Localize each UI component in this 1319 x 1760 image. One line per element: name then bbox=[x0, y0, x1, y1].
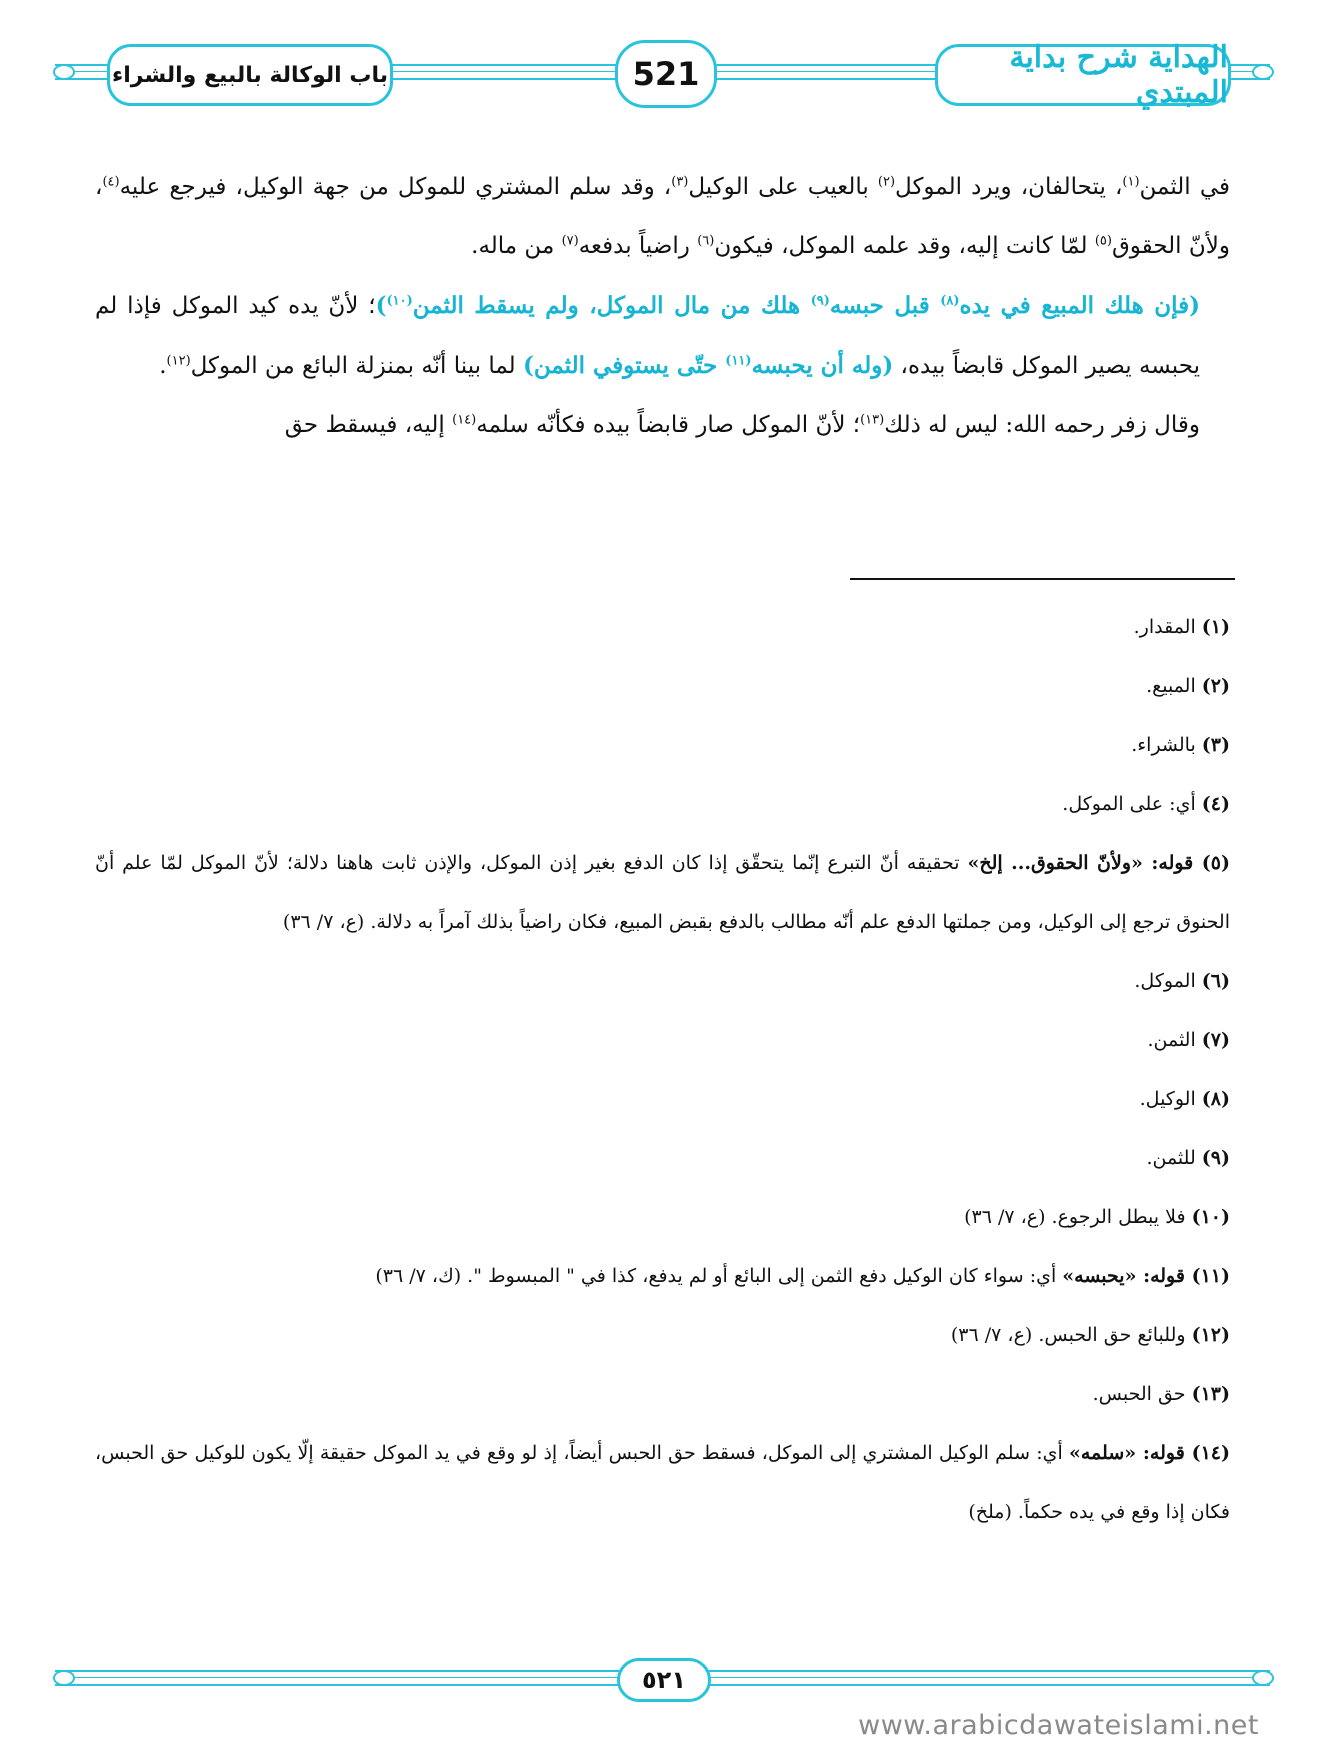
footnote-text: المقدار. bbox=[1133, 616, 1202, 638]
footnote-number: (١٣) bbox=[1191, 1383, 1230, 1405]
ornament-right-icon bbox=[1252, 64, 1274, 80]
matn-text: (وله أن يحبسه bbox=[751, 352, 894, 379]
footnote-text: المبيع. bbox=[1146, 675, 1202, 697]
footnote-text: تحقيقه أنّ التبرع إنّما يتحقّق إذا كان الدفع بغير إذن الموكل، والإذن ثابت هاهنا دلالة؛ لأنّ الموكل لمّا علم أنّ الحنوق ترجع إلى الوكيل، ومن جملتها الدفع علم أنّه مطالب بالدفع بقبض المبيع، فكان راضياً بذلك آمراً به دلالة. (ع، ٧/ ٣٦) bbox=[95, 852, 1230, 933]
matn-text: قبل حبسه bbox=[829, 292, 941, 319]
footnote-text: أي: سواء كان الوكيل دفع الثمن إلى البائع أو لم يدفع، كذا في " المبسوط ". (ك، ٧/ ٣٦) bbox=[375, 1265, 1063, 1287]
footnote-6 bbox=[95, 952, 1230, 1011]
matn-text: (فإن هلك المبيع في يده bbox=[959, 292, 1200, 319]
footnote-5 bbox=[95, 834, 1230, 952]
footnote-8 bbox=[95, 1070, 1230, 1129]
footnote-text: الوكيل. bbox=[1139, 1088, 1202, 1110]
footnote-9 bbox=[95, 1129, 1230, 1188]
book-title: الهداية شرح بداية المبتدي bbox=[1009, 40, 1228, 110]
footnote-ref: (٨) bbox=[940, 293, 960, 309]
page-header bbox=[55, 40, 1270, 120]
footnote-text: وللبائع حق الحبس. (ع، ٧/ ٣٦) bbox=[950, 1324, 1192, 1346]
footnote-ref: (٢) bbox=[877, 174, 896, 190]
footnote-number: (١٠) bbox=[1191, 1206, 1230, 1228]
footnote-14 bbox=[95, 1424, 1230, 1542]
footnote-3 bbox=[95, 716, 1230, 775]
footnote-lead: قوله: «ولأنّ الحقوق... إلخ» bbox=[967, 852, 1202, 874]
footnote-text: فلا يبطل الرجوع. (ع، ٧/ ٣٦) bbox=[964, 1206, 1192, 1228]
page-number-box bbox=[615, 40, 717, 108]
footnote-number: (٧) bbox=[1201, 1029, 1230, 1051]
footnote-ref: (١٤) bbox=[452, 412, 477, 428]
footer-page-number-box bbox=[617, 1658, 711, 1702]
text-run: ؛ لأنّ يده كيد الموكل فإذا لم يحبسه يصير الموكل قابضاً بيده، bbox=[95, 293, 1200, 379]
footnotes bbox=[95, 598, 1230, 1542]
text-run: بالعيب على الوكيل bbox=[688, 174, 878, 200]
text-run: ، وقد سلم المشتري للموكل من جهة الوكيل، فيرجع عليه bbox=[119, 174, 672, 200]
footnote-13 bbox=[95, 1365, 1230, 1424]
book-title-box bbox=[935, 40, 1231, 110]
footnote-ref: (٣) bbox=[671, 174, 689, 190]
footer-page-number: ٥٢١ bbox=[642, 1666, 686, 1694]
footnote-text: الثمن. bbox=[1147, 1029, 1202, 1051]
matn-text: حتّى يستوفي الثمن) bbox=[522, 352, 726, 379]
text-run: ، ولأنّ الحقوق bbox=[95, 174, 1230, 259]
footnote-number: (١١) bbox=[1191, 1265, 1230, 1287]
page-number: 521 bbox=[632, 55, 700, 93]
matn-text: هلك من مال الموكل، ولم يسقط الثمن bbox=[412, 292, 811, 319]
footnote-10 bbox=[95, 1188, 1230, 1247]
text-run: لمّا كانت إليه، وقد علمه الموكل، فيكون bbox=[714, 233, 1095, 259]
footnote-number: (١٤) bbox=[1191, 1442, 1231, 1464]
footnote-ref: (١٠) bbox=[386, 293, 413, 309]
main-paragraph-2 bbox=[95, 276, 1230, 396]
footnote-7 bbox=[95, 1011, 1230, 1070]
text-run: ، يتحالفان، ويرد الموكل bbox=[895, 174, 1123, 200]
footnote-11 bbox=[95, 1247, 1230, 1306]
footnote-12 bbox=[95, 1306, 1230, 1365]
footnote-number: (٢) bbox=[1201, 675, 1230, 697]
main-text bbox=[95, 158, 1230, 455]
footnote-number: (٨) bbox=[1201, 1088, 1230, 1110]
footnote-lead: قوله: «يحبسه» bbox=[1062, 1265, 1192, 1287]
footnote-text: حق الحبس. bbox=[1092, 1383, 1192, 1405]
footnote-ref: (٧) bbox=[561, 233, 579, 249]
page-footer bbox=[55, 1650, 1270, 1700]
footnote-ref: (٥) bbox=[1094, 233, 1112, 249]
footnote-1 bbox=[95, 598, 1230, 657]
text-run: . bbox=[159, 353, 167, 379]
footnote-number: (٤) bbox=[1201, 793, 1230, 815]
footnote-text: أي: سلم الوكيل المشتري إلى الموكل، فسقط حق الحبس أيضاً، إذ لو وقع في يد الموكل حقيقة إلّا يكون للوكيل حق الحبس، فكان إذا وقع في يده حكماً. (ملخ) bbox=[95, 1442, 1230, 1523]
matn-text: ) bbox=[375, 292, 387, 319]
ornament-right-icon bbox=[1252, 1670, 1274, 1686]
footnote-number: (٣) bbox=[1201, 734, 1230, 756]
footnote-ref: (١٣) bbox=[860, 412, 885, 428]
website-url: www.arabicdawateislami.net bbox=[858, 1710, 1259, 1741]
footnote-4 bbox=[95, 775, 1230, 834]
footnote-number: (١) bbox=[1201, 616, 1230, 638]
footnote-number: (٥) bbox=[1201, 852, 1230, 874]
footnote-ref: (١٢) bbox=[166, 353, 191, 369]
footnote-ref: (٩) bbox=[810, 293, 830, 309]
text-run: إليه، فيسقط حق bbox=[284, 412, 453, 438]
text-run: لما بينا أنّه بمنزلة البائع من الموكل bbox=[190, 353, 523, 379]
footnote-ref: (١١) bbox=[725, 353, 752, 369]
footnote-number: (١٢) bbox=[1191, 1324, 1230, 1346]
footnote-ref: (٤) bbox=[102, 174, 120, 190]
footnote-number: (٦) bbox=[1201, 970, 1230, 992]
chapter-title: باب الوكالة بالبيع والشراء bbox=[112, 62, 388, 88]
main-paragraph-1 bbox=[95, 158, 1230, 276]
text-run: من ماله. bbox=[471, 233, 562, 259]
text-run: وقال زفر رحمه الله: ليس له ذلك bbox=[884, 412, 1200, 438]
chapter-title-box bbox=[107, 44, 393, 106]
footnote-lead: قوله: «سلمه» bbox=[1068, 1442, 1192, 1464]
ornament-left-icon bbox=[53, 1670, 75, 1686]
footnote-separator bbox=[850, 578, 1235, 580]
footnote-2 bbox=[95, 657, 1230, 716]
footnote-ref: (٦) bbox=[697, 233, 715, 249]
footnote-text: الموكل. bbox=[1134, 970, 1202, 992]
main-paragraph-3 bbox=[95, 396, 1230, 455]
text-run: ؛ لأنّ الموكل صار قابضاً بيده فكأنّه سلمه bbox=[476, 412, 861, 438]
footnote-text: أي: على الموكل. bbox=[1062, 793, 1202, 815]
footnote-ref: (١) bbox=[1122, 174, 1140, 190]
footnote-text: للثمن. bbox=[1146, 1147, 1202, 1169]
text-run: راضياً بدفعه bbox=[578, 233, 698, 259]
ornament-left-icon bbox=[53, 64, 75, 80]
footnote-text: بالشراء. bbox=[1131, 734, 1202, 756]
text-run: في الثمن bbox=[1139, 174, 1230, 200]
footnote-number: (٩) bbox=[1201, 1147, 1230, 1169]
